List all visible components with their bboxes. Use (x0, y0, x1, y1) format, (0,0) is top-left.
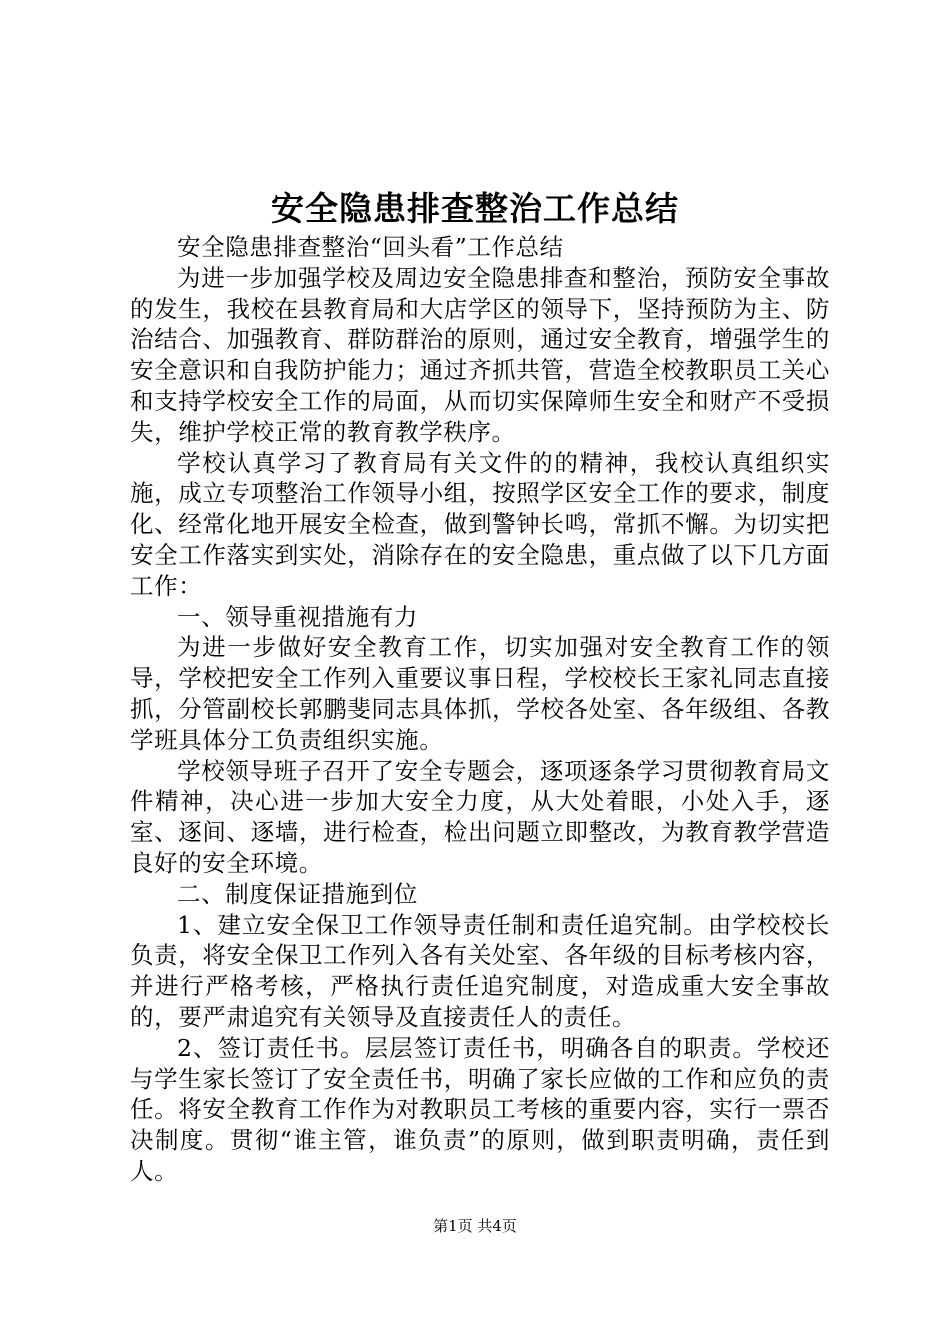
responsibility-system-paragraph: 1、建立安全保卫工作领导责任制和责任追究制。由学校校长负责，将安全保卫工作列入各有关处室、各年级的目标考核内容，并进行严格考核，严格执行责任追究制度，对造成重大安全事故的，要严肃追究有关领导及直接责任人的责任。 (130, 910, 830, 1031)
document-body (130, 232, 830, 1187)
intro-paragraph: 为进一步加强学校及周边安全隐患排查和整治，预防安全事故的发生，我校在县教育局和大店学区的领导下，坚持预防为主、防治结合、加强教育、群防群治的原则，通过安全教育，增强学生的安全意识和自我防护能力；通过齐抓共管，营造全校教职员工关心和支持学校安全工作的局面，从而切实保障师生安全和财产不受损失，维护学校正常的教育教学秩序。 (130, 263, 830, 446)
responsibility-letter-paragraph: 2、签订责任书。层层签订责任书，明确各自的职责。学校还与学生家长签订了安全责任书，明确了家长应做的工作和应负的责任。将安全教育工作作为对教职员工考核的重要内容，实行一票否决制度。贯彻“谁主管，谁负责”的原则，做到职责明确，责任到人。 (130, 1033, 830, 1185)
page-footer: 第1页 共4页 (433, 1217, 517, 1235)
meeting-paragraph: 学校领导班子召开了安全专题会，逐项逐条学习贯彻教育局文件精神，决心进一步加大安全力度，从大处着眼，小处入手，逐室、逐间、逐墙，进行检查，检出问题立即整改，为教育教学营造良好的安全环境。 (130, 756, 830, 877)
subtitle-paragraph: 安全隐患排查整治“回头看”工作总结 (177, 233, 564, 261)
document-title: 安全隐患排查整治工作总结 (271, 189, 679, 228)
section-heading-system: 二、制度保证措施到位 (177, 879, 418, 908)
implementation-paragraph: 学校认真学习了教育局有关文件的的精神，我校认真组织实施，成立专项整治工作领导小组，按照学区安全工作的要求，制度化、经常化地开展安全检查，做到警钟长鸣，常抓不懈。为切实把安全工作落实到实处，消除存在的安全隐患，重点做了以下几方面工作： (130, 448, 830, 600)
section-heading-leadership: 一、领导重视措施有力 (177, 602, 418, 631)
leadership-paragraph: 为进一步做好安全教育工作，切实加强对安全教育工作的领导，学校把安全工作列入重要议事日程，学校校长王家礼同志直接抓，分管副校长郭鹏斐同志具体抓，学校各处室、各年级组、各教学班具体分工负责组织实施。 (130, 633, 830, 754)
